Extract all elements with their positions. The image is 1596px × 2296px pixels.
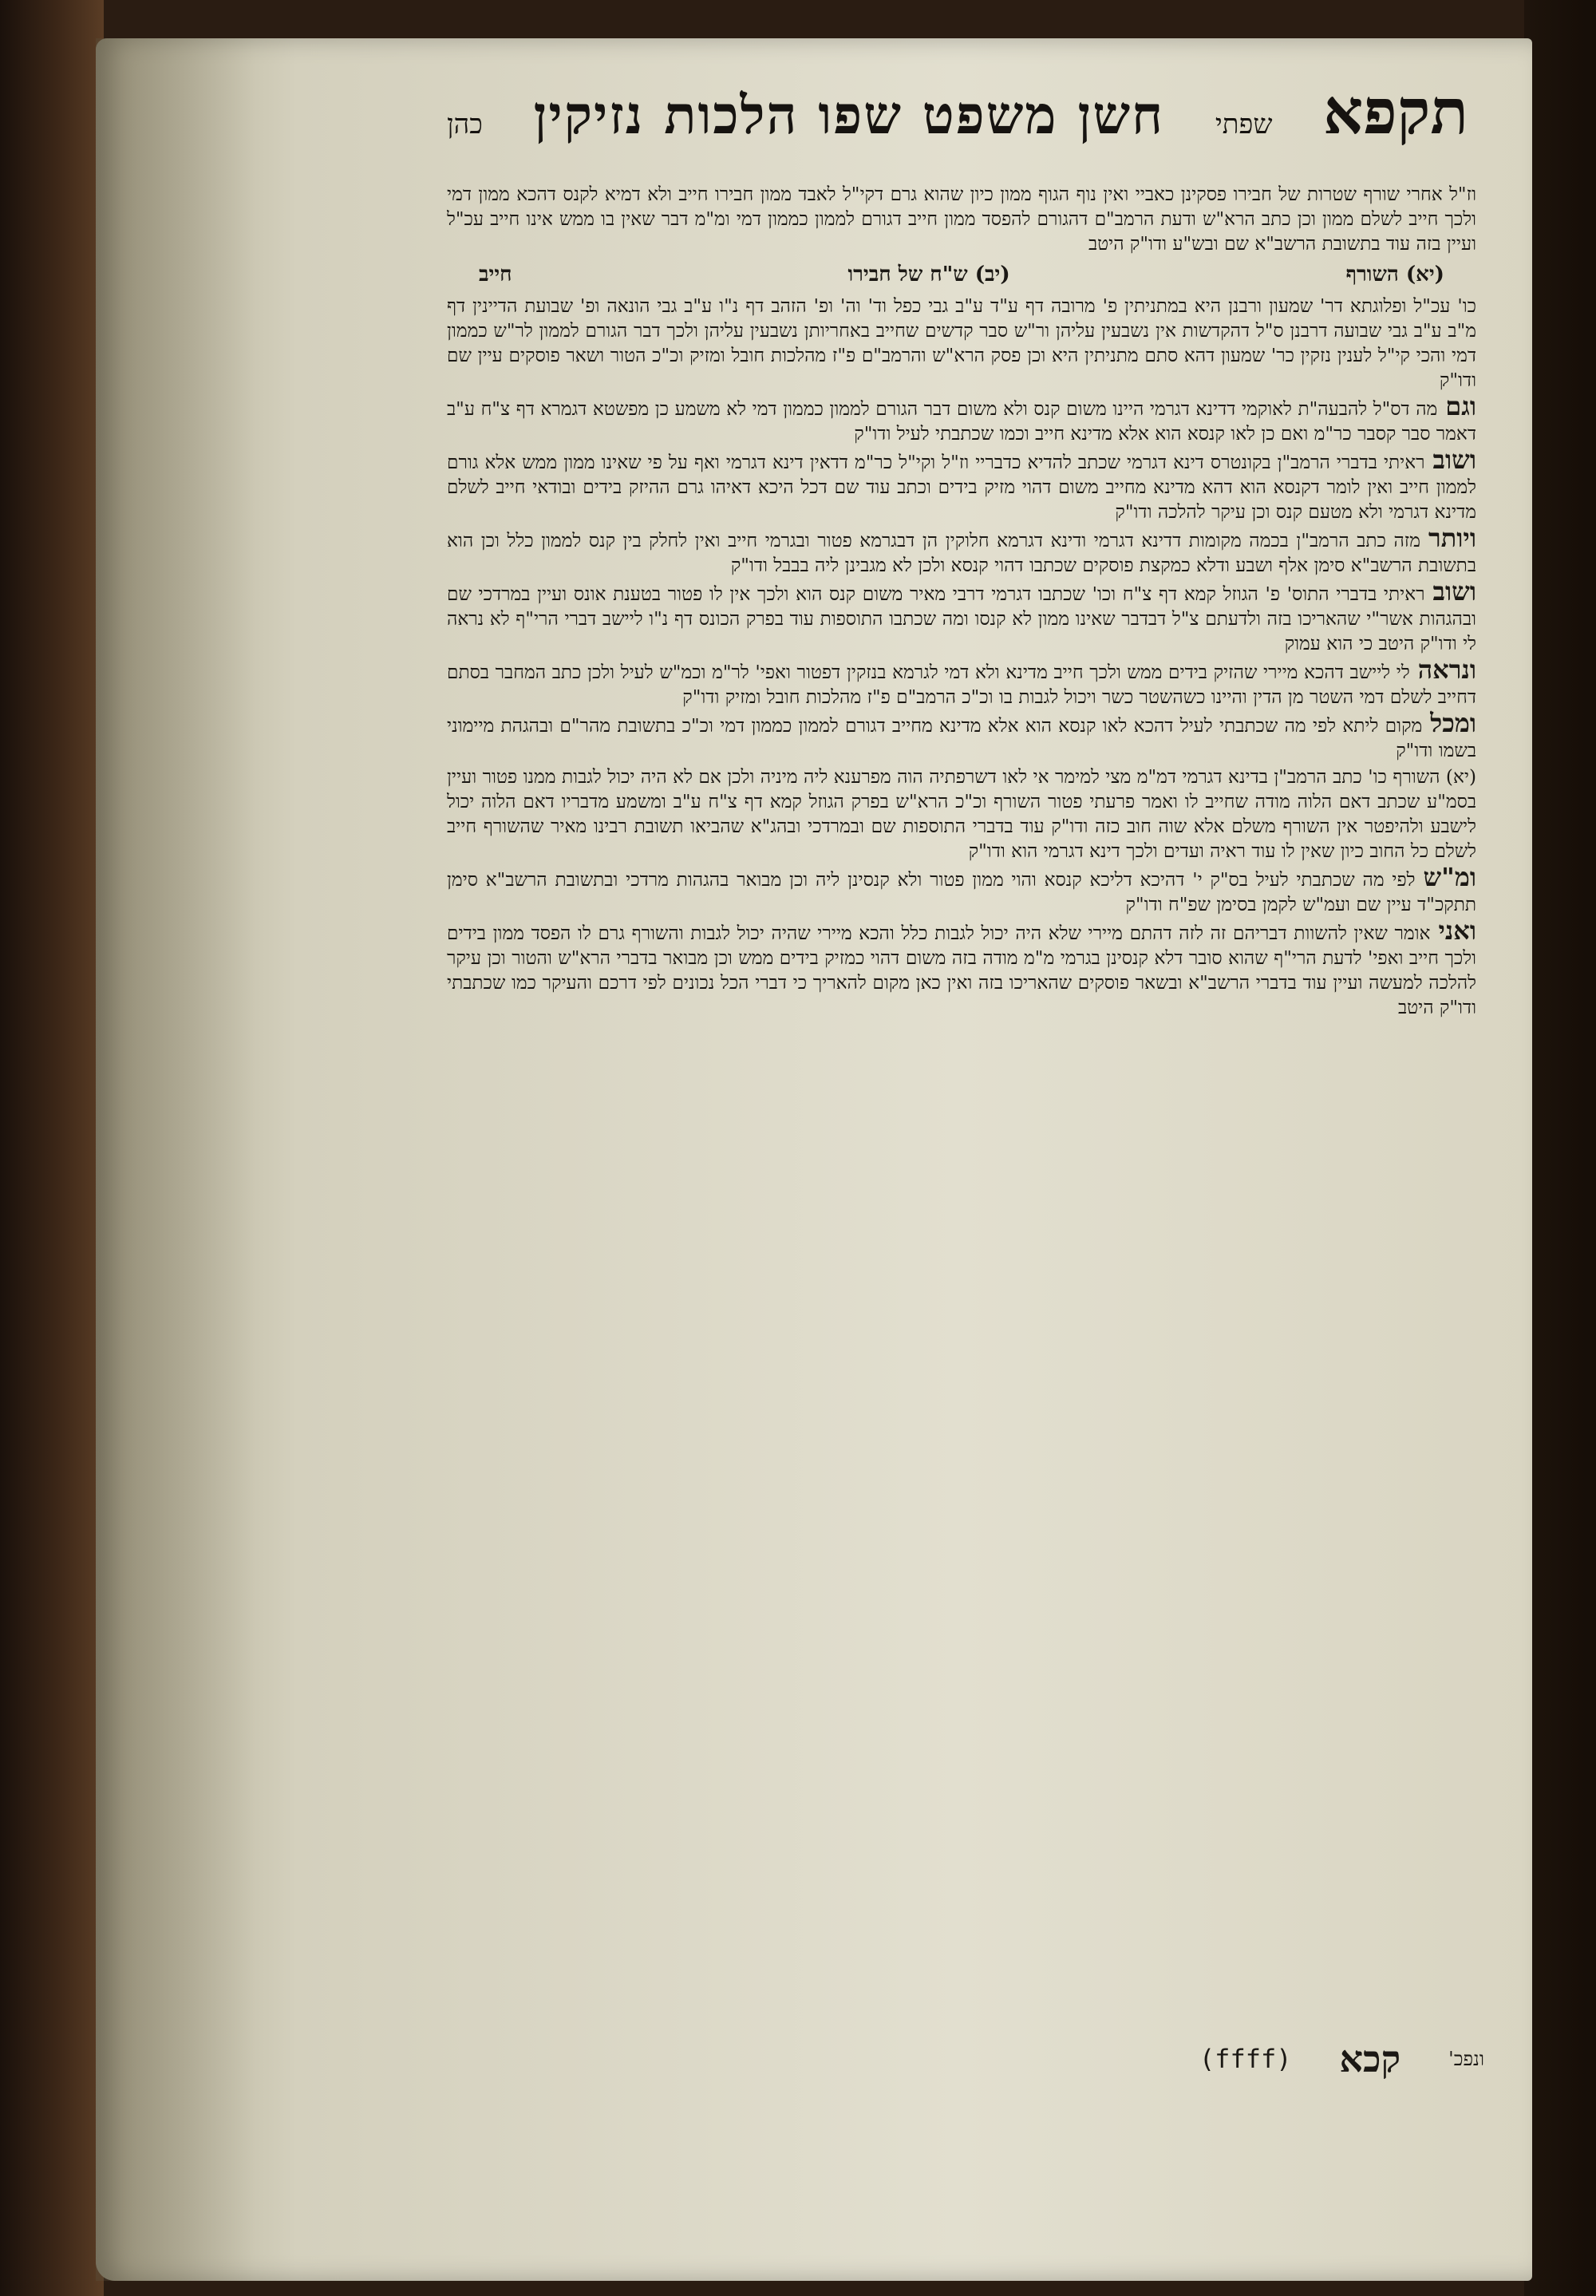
- paragraph: ויותרמזה כתב הרמב"ן בכמה מקומות דדינא דגרמי ודינא דגרמא חלוקין הן דבגרמא פטור ובגרמי חייב ואין לחלק בין קנס לממון כלל וכן הוא בתשובת הרשב"א סימן אלף ושבע ודלא כמקצת פוסקים שכתבו דהוי קנסא ולכן לא מגבינן ליה בבבל ודו"ק: [447, 523, 1476, 576]
- catchword: ונפכ': [1448, 2047, 1484, 2070]
- seif-heading-a: (יא) השורף: [1345, 263, 1444, 287]
- signature-mark: (ffff): [1199, 2044, 1292, 2074]
- paragraph-lead-word: ויותר: [1428, 523, 1476, 553]
- header-small-right: שפתי: [1215, 109, 1273, 140]
- paragraph-lead-word: וגם: [1445, 391, 1476, 421]
- seif-heading: [479, 263, 1444, 287]
- paragraph-lead-word: ושוב: [1432, 445, 1476, 475]
- paragraph: (יא) השורף כו' כתב הרמב"ן בדינא דגרמי דמ"מ מצי למימר אי לאו דשרפתיה הוה מפרענא ליה מיניה ולכן אם לא היה יכול לגבות ממנו פטור ועיין בסמ"ע שכתב דאם הלוה מודה שחייב לו ואמר פרעתי פטור השורף וכ"כ הרא"ש בפרק הגוזל קמא דף צ"ח ע"ב ומשמע מדבריו דאם הלוה יכול לישבע ולהיפטר אין השורף משלם אלא שוה חוב כזה ודו"ק עוד בדברי התוספות שם ובמרדכי ובהג"א שהביאו תשובת רבינו מאיר שהשורף חייב לשלם כל החוב כיון שאין לו עוד ראיה ועדים ולכך דינא דגרמי הוא ודו"ק: [447, 766, 1476, 862]
- header-folio: תקפא: [1323, 76, 1468, 148]
- page-footer: [606, 2027, 1484, 2091]
- paragraph: ומ"שלפי מה שכתבתי לעיל בס"ק י' דהיכא דליכא קנסא והוי ממון פטור ולא קנסינן ליה וכן מבואר בהגהות מרדכי ובתשובת הרשב"א סימן תתקכ"ד עיין שם ועמ"ש לקמן בסימן שפ"ח ודו"ק: [447, 862, 1476, 915]
- paragraph-lead-word: ומכל: [1430, 708, 1476, 738]
- paragraph: ומכלמקום ליתא לפי מה שכתבתי לעיל דהכא לאו קנסא הוא אלא מדינא מחייב דגורם לממון כממון דמי וכ"כ בתשובת מהר"ם ובהגהת מיימוני בשמו ודו"ק: [447, 708, 1476, 761]
- paragraph: כו' עכ"ל ופלוגתא דר' שמעון ורבנן היא במתניתין פ' מרובה דף ע"ד ע"ב גבי כפל וד' וה' ופ' הזהב דף נ"ו ע"ב גבי הונאה ופ' שבועת הדיינין דף מ"ב ע"ב גבי שבועה דרבנן ס"ל דהקדשות אין נשבעין עליהן ור"ש סבר קדשים שחייב באחריותן נשבעין עליהן ולכך דבר הגורם לממון לר"ש כממון דמי והכי קי"ל לענין נזקין כר' שמעון דהא סתם מתניתין היא וכן פסק הרא"ש והרמב"ם פ"ז מהלכות חובל ומזיק וכ"כ הטור ושאר פוסקים עיין שם ודו"ק: [447, 295, 1476, 391]
- footer-folio: קכא: [1339, 2037, 1401, 2081]
- paragraph-lead-word: ואני: [1438, 915, 1476, 946]
- running-header: [447, 76, 1468, 188]
- header-small-left: כהן: [447, 109, 483, 140]
- paragraph: ואניאומר שאין להשוות דבריהם זה לזה דהתם מיירי שלא היה יכול לגבות כלל והכא מיירי שהיה יכול לגבות והשורף גרם לו הפסד ממון בידים ולכך חייב ואפי' לדעת הרי"ף שהוא סובר דלא קנסינן בגרמי מ"מ מודה בזה משום דהוי כמזיק בידים ממש וכן מבואר בדברי הרא"ש והטור וכן עיקר להלכה למעשה ועיין עוד בדברי הרשב"א ובשאר פוסקים שהאריכו בזה ואין כאן מקום להאריך כי דברי הכל נכונים לפי דרכם והעיקר כמו שכתבתי ודו"ק היטב: [447, 915, 1476, 1018]
- paragraph: ושובראיתי בדברי הרמב"ן בקונטרס דינא דגרמי שכתב להדיא כדבריי וז"ל וקי"ל כר"מ דדאין דינא דגרמי ואף על פי שאינו ממון ממש אלא גורם לממון חייב ואין לומר דקנסא הוא דהא מדינא מחייב משום דהוי מזיק בידים וכתב עוד שם דכל היכא דאיהו גרם ההיזק בידים ובודאי חייב לשלם מדינא דגרמי ולא מטעם קנס וכן עיקר להלכה ודו"ק: [447, 445, 1476, 523]
- header-title: חשן משפט שפו הלכות נזיקין: [533, 84, 1165, 146]
- book-binding-right: [1524, 0, 1596, 2296]
- paragraph-lead-word: ושוב: [1432, 576, 1476, 607]
- paragraph: ושובראיתי בדברי התוס' פ' הגוזל קמא דף צ"ח וכו' שכתבו דגרמי דרבי מאיר משום קנס הוא ולכך אין לו פטור בטענת אונס ועיין במרדכי שם ובהגהות אשר"י שהאריכו בזה ולדעתם צ"ל דבדבר שאינו ממון לא קנסו ומה שכתבו התוספות עוד בפרק הכונס דף נ"ו ליישב דברי הרי"ף לא נראה לי ודו"ק היטב כי הוא עמוק: [447, 576, 1476, 654]
- book-binding-left: [0, 0, 104, 2296]
- paragraph: וגםמה דס"ל להבעה"ת לאוקמי דדינא דגרמי היינו משום קנס ולא משום דבר הגורם לממון כממון דמי לא משמע כן מפשטא דגמרא דף צ"ח ע"ב דאמר סבר קסבר כר"מ ואם כן לאו קנסא הוא אלא מדינא חייב וכמו שכתבתי לעיל ודו"ק: [447, 391, 1476, 445]
- seif-heading-c: חייב: [479, 263, 512, 287]
- page-gutter-shadow: [96, 38, 255, 2281]
- paragraph: וז"ל אחרי שורף שטרות של חבירו פסקינן כאביי ואין נוף הגוף ממון כיון שהוא גרם דקי"ל לאבד ממון חבירו חייב ולא דמיא לקנס דהכא ממון דמי ולכך חייב לשלם ממון וכן כתב הרא"ש ודעת הרמב"ם דהגורם להפסד ממון חייב דגורם לממון כממון דמי ומ"מ דבר שאין בו ממש אינו חייב עכ"ל ועיין בזה עוד בתשובת הרשב"א שם ובש"ע ודו"ק היטב: [447, 184, 1476, 255]
- seif-heading-b: (יב) ש"ח של חבירו: [847, 263, 1010, 287]
- paragraph-lead-word: ומ"ש: [1423, 862, 1476, 892]
- paragraph: ונראהלי ליישב דהכא מיירי שהזיק בידים ממש ולכך חייב מדינא ולא דמי לגרמא בנזקין דפטור ואפי' לר"מ וכמ"ש לעיל ולכן כתב המחבר בסתם דחייב לשלם דמי השטר מן הדין והיינו כשהשטר כשר ויכול לגבות בו וכ"כ הרמב"ם פ"ז מהלכות חובל ומזיק ודו"ק: [447, 654, 1476, 708]
- paragraph-lead-word: ונראה: [1417, 654, 1476, 685]
- commentary-text-block: [447, 182, 1476, 1962]
